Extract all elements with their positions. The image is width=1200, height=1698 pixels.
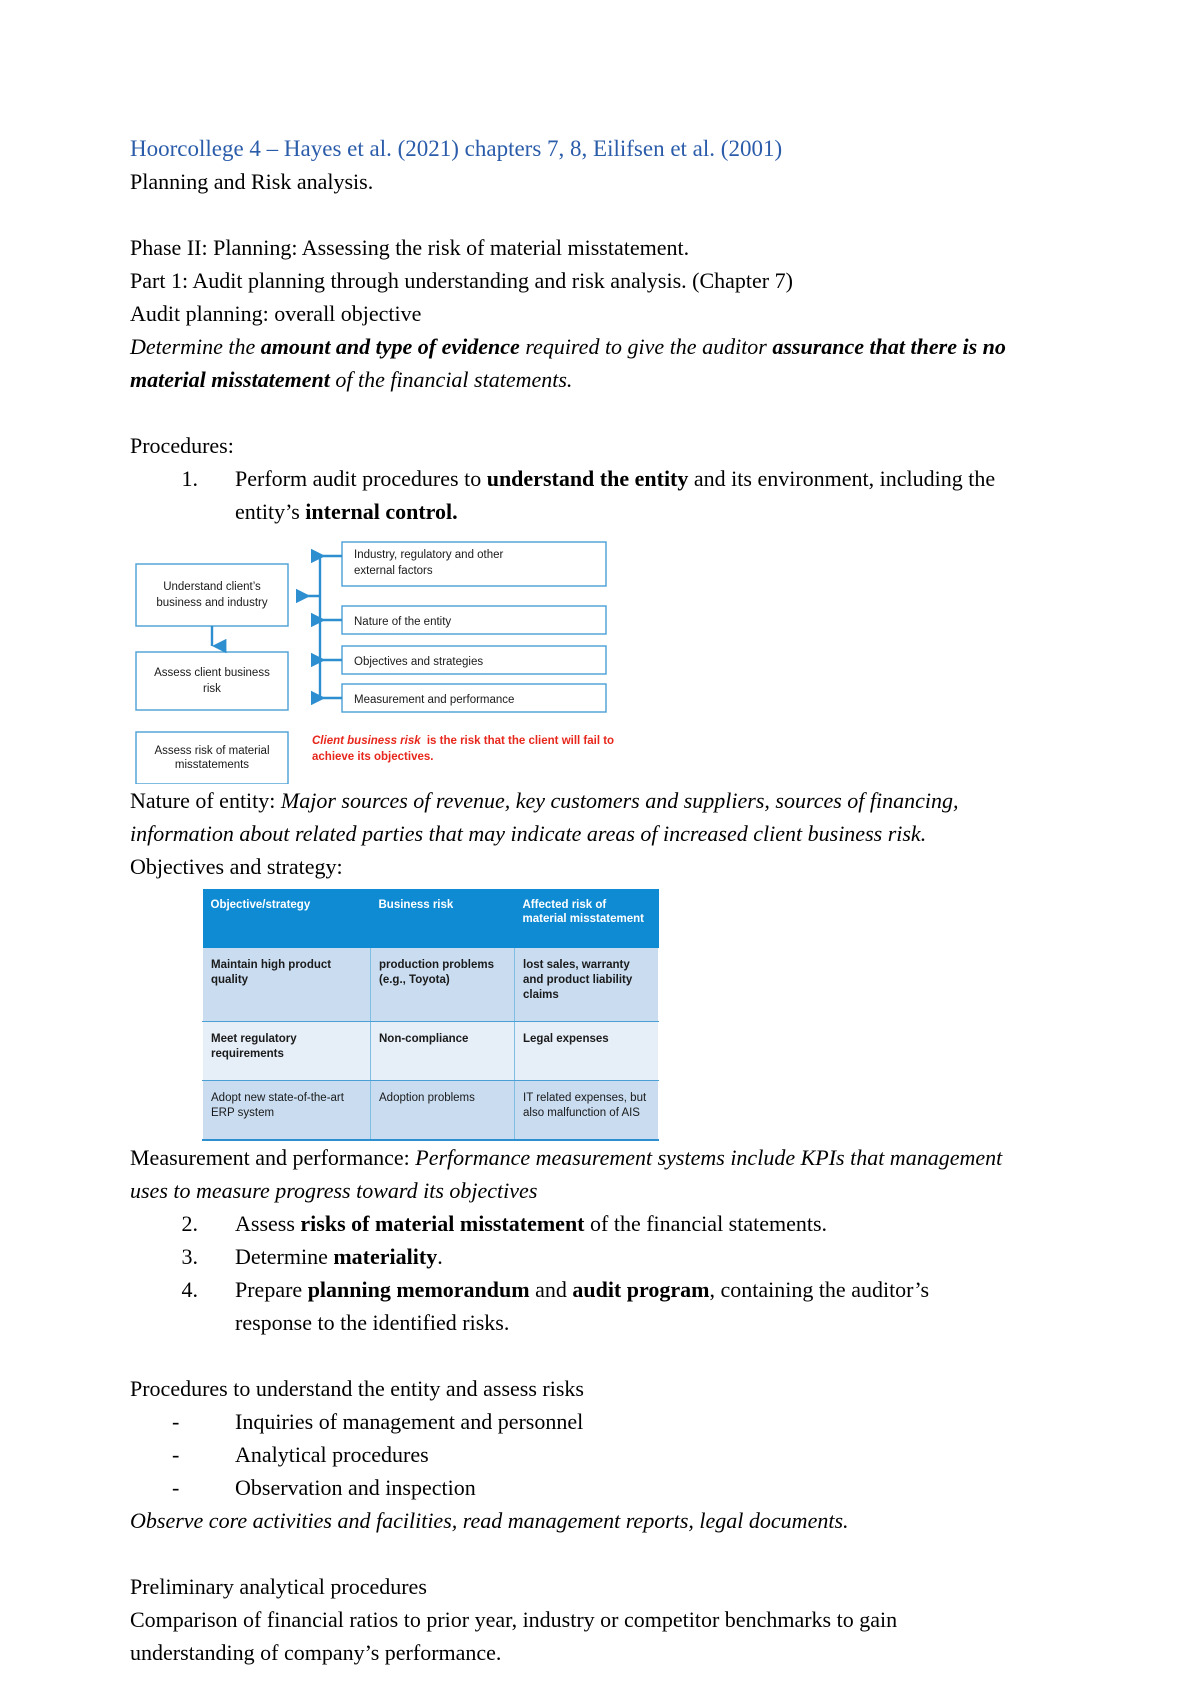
- procedures-understand-list: [130, 1405, 1008, 1504]
- diagram-box-left-2: [136, 732, 288, 784]
- procedures-understand-heading: Procedures to understand the entity and assess risks: [130, 1376, 584, 1401]
- table-cell: production problems (e.g., Toyota): [371, 948, 515, 1022]
- objectives-strategy-label: Objectives and strategy:: [130, 854, 343, 879]
- diagram-note-line1: Client business risk is the risk that the client will fail to: [312, 735, 615, 747]
- diagram-right-label-0b: external factors: [354, 565, 433, 577]
- table-header-cell: Business risk: [371, 889, 515, 948]
- objective-heading: Audit planning: overall objective: [130, 301, 422, 326]
- measurement-performance-paragraph: [130, 1141, 1008, 1207]
- nature-of-entity-label: Nature of entity:: [130, 788, 281, 813]
- list-item: [130, 462, 1008, 528]
- spacer: [130, 198, 1008, 231]
- phase-line: Phase II: Planning: Assessing the risk of material misstatement.: [130, 235, 690, 260]
- proc1-seg-4-bold: internal control.: [305, 499, 458, 524]
- diagram-left-label-0a: Understand client’s: [163, 581, 261, 593]
- proc-seg-4-bold: audit program: [572, 1277, 710, 1302]
- table-cell: Maintain high product quality: [203, 948, 371, 1022]
- nature-of-entity-paragraph: [130, 784, 1008, 850]
- objectives-risk-table: [202, 889, 659, 1141]
- proc-seg-2-bold: risks of material misstatement: [300, 1211, 585, 1236]
- diagram-right-label-0a: Industry, regulatory and other: [354, 549, 504, 561]
- list-marker: 1.: [181, 466, 198, 491]
- diagram-left-label-2b: misstatements: [174, 759, 250, 771]
- diagram-left-label-2a: Assess risk of material: [154, 745, 270, 757]
- list-item: [130, 1438, 1008, 1471]
- table-header-cell: Affected risk of material misstatement: [515, 889, 659, 948]
- proc-seg-2-bold: planning memorandum: [307, 1277, 530, 1302]
- list-item: [130, 1471, 1008, 1504]
- diagram-left-label-1a: Assess client business: [154, 667, 270, 679]
- table-cell: Adoption problems: [371, 1081, 515, 1141]
- table-cell: Non-compliance: [371, 1022, 515, 1081]
- diagram-left-label-1b: risk: [203, 683, 221, 695]
- list-item-label: Analytical procedures: [235, 1442, 429, 1467]
- list-item: [130, 1273, 1008, 1339]
- diagram-box-left-0: [136, 564, 288, 626]
- proc1-seg-2-bold: understand the entity: [486, 466, 689, 491]
- diagram-box-left-1: [136, 652, 288, 710]
- table-row: [203, 1081, 659, 1141]
- understanding-flow-diagram: [130, 536, 730, 784]
- diagram-right-label-1: Nature of the entity: [354, 616, 452, 628]
- procedures-heading: Procedures:: [130, 433, 234, 458]
- objective-seg-3: required to give the auditor: [519, 334, 773, 359]
- procedures-list-first: [130, 462, 1008, 528]
- diagram-right-label-2: Objectives and strategies: [354, 656, 484, 668]
- list-marker: 4.: [181, 1277, 198, 1302]
- list-marker: -: [172, 1475, 180, 1500]
- objective-seg-2-bold: amount and type of evidence: [260, 334, 520, 359]
- spacer: [130, 396, 1008, 429]
- proc1-seg-1: Perform audit procedures to: [235, 466, 487, 491]
- list-item-label: Observation and inspection: [235, 1475, 476, 1500]
- list-marker: 2.: [181, 1211, 198, 1236]
- diagram-note-line2: achieve its objectives.: [312, 751, 434, 763]
- document-body: [130, 132, 1008, 1669]
- objective-seg-5: of the financial statements.: [329, 367, 573, 392]
- objectives-risk-table-wrap: [202, 889, 658, 1141]
- measurement-label: Measurement and performance:: [130, 1145, 416, 1170]
- diagram-right-label-3: Measurement and performance: [354, 694, 515, 706]
- list-marker: -: [172, 1409, 180, 1434]
- measurement-text: Performance measurement systems include KPIs that management uses to measure progress toward its objectives: [130, 1145, 1003, 1203]
- proc-seg-3: and: [529, 1277, 573, 1302]
- list-item: [130, 1405, 1008, 1438]
- flow-diagram-svg: [130, 536, 730, 784]
- proc1-seg-3: and its environment, including the entity’s: [235, 466, 996, 524]
- proc-seg-1: Determine: [235, 1244, 334, 1269]
- proc-seg-1: Prepare: [235, 1277, 308, 1302]
- preliminary-text: Comparison of financial ratios to prior year, industry or competitor benchmarks to gain understanding of company’s performance.: [130, 1607, 898, 1665]
- list-marker: -: [172, 1442, 180, 1467]
- nature-of-entity-text: Major sources of revenue, key customers and suppliers, sources of financing, information about related parties that may indicate areas of increased client business risk.: [130, 788, 959, 846]
- table-cell: lost sales, warranty and product liability claims: [515, 948, 659, 1022]
- observe-core-activities-line: Observe core activities and facilities, read management reports, legal documents.: [130, 1508, 849, 1533]
- list-marker: 3.: [181, 1244, 198, 1269]
- table-header-cell: Objective/strategy: [203, 889, 371, 948]
- objective-seg-4-bold: assurance that there is no material misstatement: [130, 334, 1006, 392]
- list-item-label: Inquiries of management and personnel: [235, 1409, 584, 1434]
- table-cell: Adopt new state-of-the-art ERP system: [203, 1081, 371, 1141]
- proc-seg-5: , containing the auditor’s response to the identified risks.: [235, 1277, 930, 1335]
- procedures-list-rest: [130, 1207, 1008, 1339]
- table-header-row: [203, 889, 659, 948]
- table-row: [203, 948, 659, 1022]
- page-title: Hoorcollege 4 – Hayes et al. (2021) chapters 7, 8, Eilifsen et al. (2001): [130, 136, 783, 161]
- objective-statement: [130, 330, 1008, 396]
- list-item: [130, 1240, 1008, 1273]
- proc-seg-2-bold: materiality: [333, 1244, 438, 1269]
- preliminary-heading: Preliminary analytical procedures: [130, 1574, 427, 1599]
- table-cell: Meet regulatory requirements: [203, 1022, 371, 1081]
- proc-seg-3: .: [437, 1244, 443, 1269]
- spacer: [130, 1339, 1008, 1372]
- proc-seg-1: Assess: [235, 1211, 301, 1236]
- proc-seg-3: of the financial statements.: [584, 1211, 828, 1236]
- list-item: [130, 1207, 1008, 1240]
- part-line: Part 1: Audit planning through understanding and risk analysis. (Chapter 7): [130, 268, 793, 293]
- table-row: [203, 1022, 659, 1081]
- objective-seg-1: Determine the: [130, 334, 261, 359]
- page-subtitle: Planning and Risk analysis.: [130, 169, 374, 194]
- diagram-left-label-0b: business and industry: [156, 597, 268, 609]
- table-cell: IT related expenses, but also malfunction of AIS: [515, 1081, 659, 1141]
- table-cell: Legal expenses: [515, 1022, 659, 1081]
- spacer: [130, 1537, 1008, 1570]
